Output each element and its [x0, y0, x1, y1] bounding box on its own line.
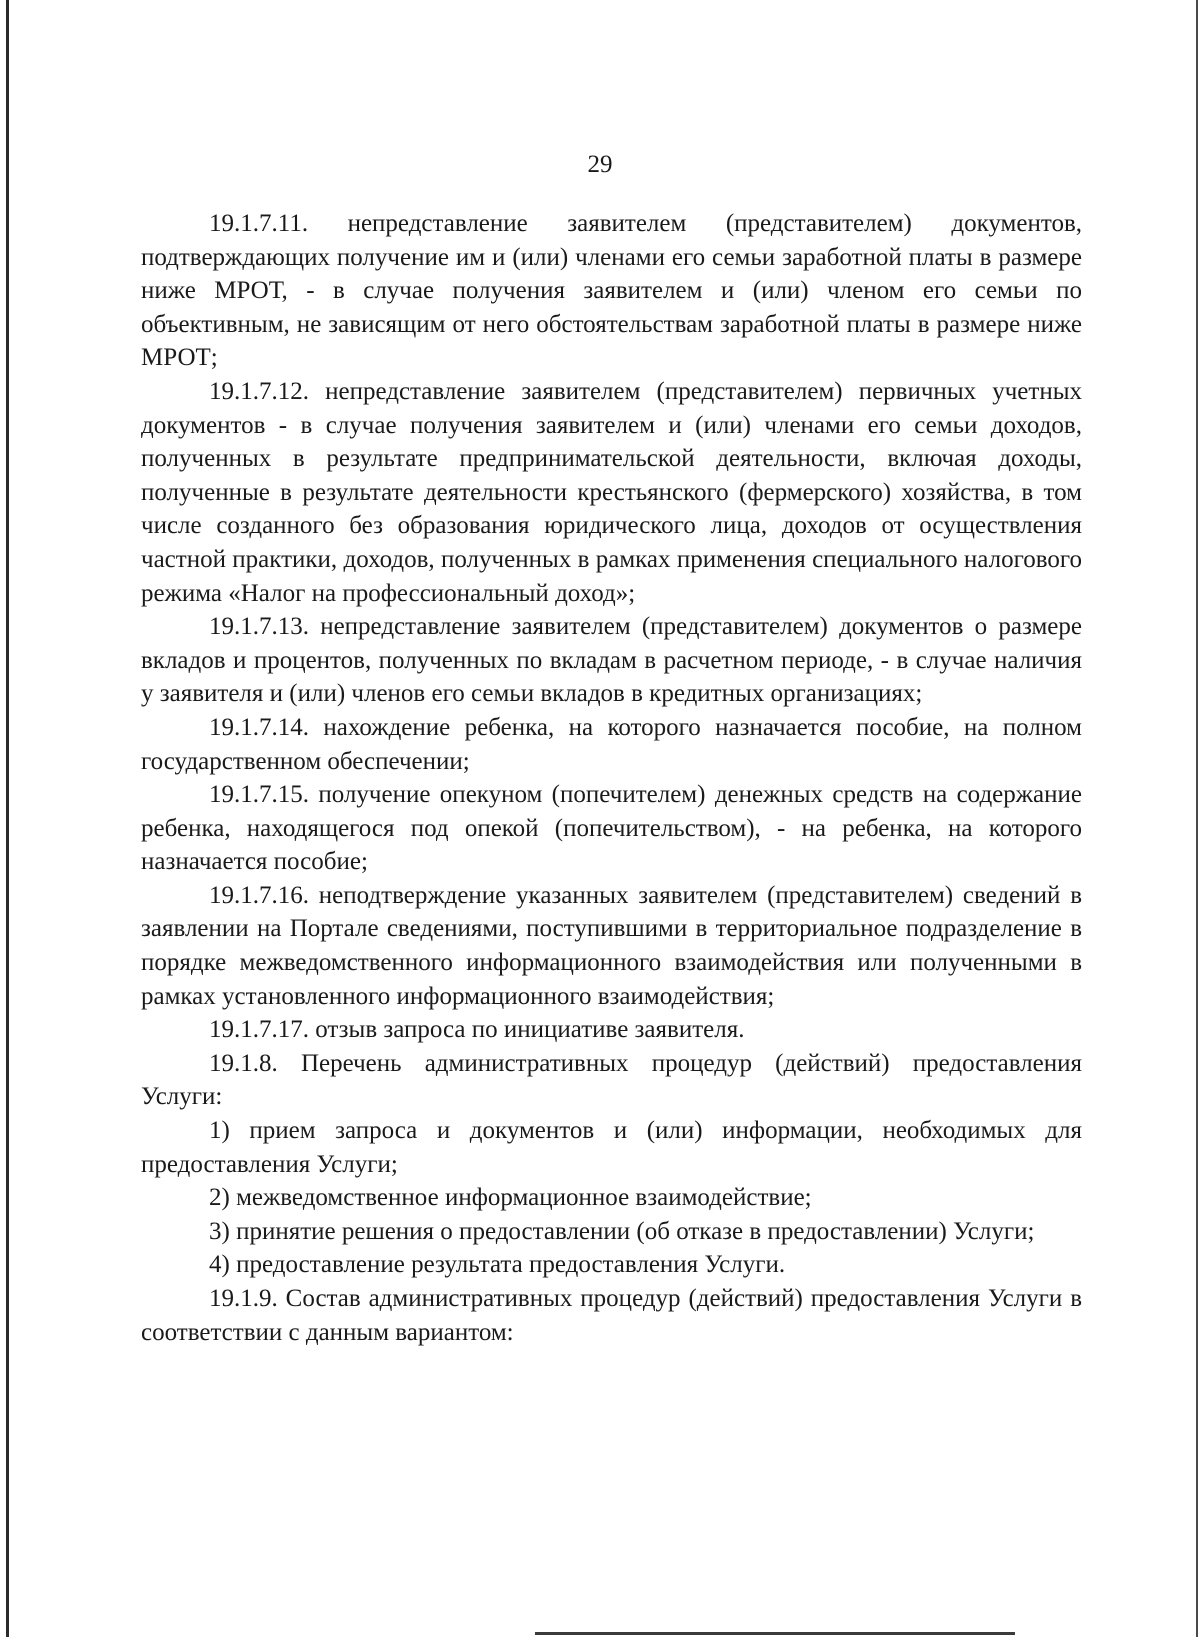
- document-body: [141, 207, 1082, 1349]
- paragraph-19-1-8: 19.1.8. Перечень административных процедур (действий) предоставления Услуги:: [141, 1049, 1082, 1111]
- list-item-4: 4) предоставление результата предоставления Услуги.: [209, 1251, 786, 1279]
- paragraph-19-1-7-11: 19.1.7.11. непредставление заявителем (представителем) документов, подтверждающих получение им и (или) членами его семьи заработной платы в размере ниже МРОТ, - в случае получения заявителем и (или) членом его семьи по объективным, не зависящим от него обстоятельствам заработной платы в размере ниже МРОТ;: [141, 210, 1082, 372]
- paragraph-19-1-9: 19.1.9. Состав административных процедур (действий) предоставления Услуги в соответствии с данным вариантом:: [141, 1285, 1082, 1346]
- paragraph-19-1-7-13: 19.1.7.13. непредставление заявителем (представителем) документов о размере вкладов и процентов, полученных по вкладам в расчетном периоде, - в случае наличия у заявителя и (или) членов его семьи вкладов в кредитных организациях;: [141, 613, 1082, 708]
- list-item-2: 2) межведомственное информационное взаимодействие;: [209, 1184, 812, 1212]
- list-item-3: 3) принятие решения о предоставлении (об отказе в предоставлении) Услуги;: [209, 1217, 1035, 1245]
- scan-right-edge: [1196, 0, 1198, 1637]
- list-item-1: 1) прием запроса и документов и (или) информации, необходимых для предоставления Услуги;: [141, 1117, 1082, 1178]
- paragraph-19-1-7-17: 19.1.7.17. отзыв запроса по инициативе заявителя.: [209, 1016, 745, 1044]
- scan-left-edge: [6, 0, 9, 1637]
- paragraph-19-1-7-14: 19.1.7.14. нахождение ребенка, на которого назначается пособие, на полном государственном обеспечении;: [141, 713, 1082, 775]
- paragraph-19-1-7-16: 19.1.7.16. неподтверждение указанных заявителем (представителем) сведений в заявлении на Портале сведениями, поступившими в территориальное подразделение в порядке межведомственного информационного взаимодействия или полученными в рамках установленного информационного взаимодействия;: [141, 881, 1082, 1010]
- page-number: 29: [587, 151, 613, 178]
- scan-bottom-edge: [535, 1632, 1015, 1635]
- paragraph-19-1-7-12: 19.1.7.12. непредставление заявителем (представителем) первичных учетных документов - в случае получения заявителем и (или) членами его семьи доходов, полученных в результате предпринимательской деятельности, включая доходы, полученные в результате деятельности крестьянского (фермерского) хозяйства, в том числе созданного без образования юридического лица, доходов от осуществления частной практики, доходов, полученных в рамках применения специального налогового режима «Налог на профессиональный доход»;: [141, 377, 1082, 607]
- paragraph-19-1-7-15: 19.1.7.15. получение опекуном (попечителем) денежных средств на содержание ребенка, находящегося под опекой (попечительством), - на ребенка, на которого назначается пособие;: [141, 781, 1082, 876]
